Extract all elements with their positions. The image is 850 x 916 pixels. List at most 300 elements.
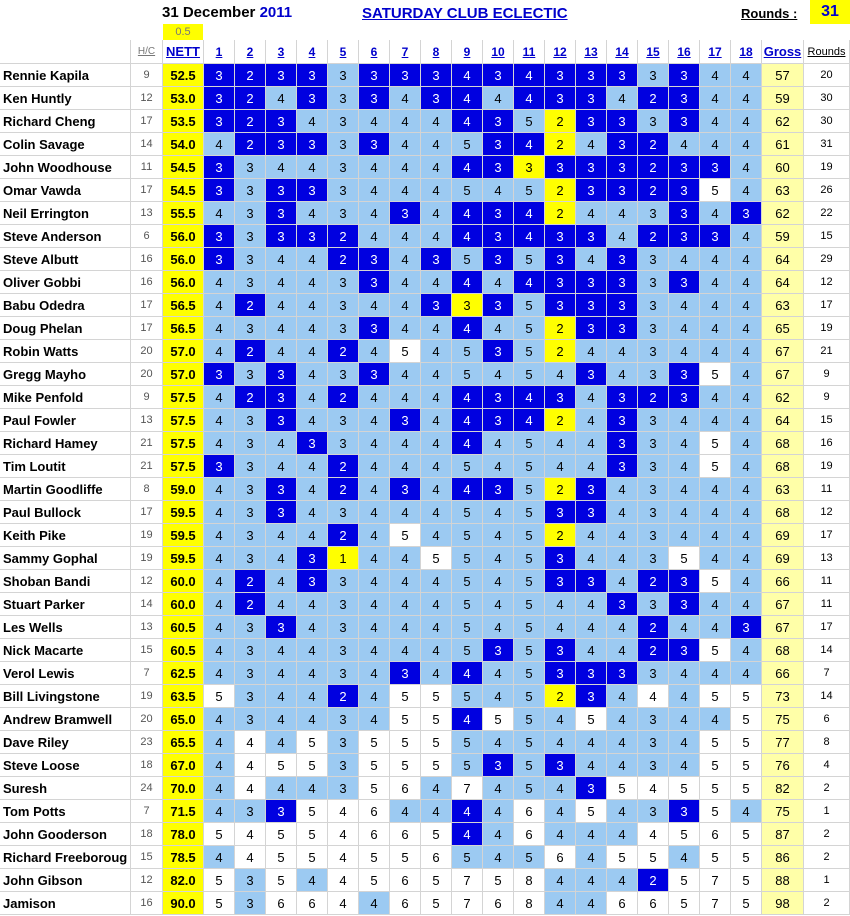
hole-score: 4 <box>266 731 297 754</box>
hole-score: 4 <box>669 340 700 363</box>
hole-score: 4 <box>669 662 700 685</box>
hole-score: 3 <box>235 639 266 662</box>
player-gross: 64 <box>762 271 804 294</box>
hole-score: 4 <box>483 777 514 800</box>
hole-score: 4 <box>607 87 638 110</box>
hole-score: 5 <box>514 248 545 271</box>
hole-score: 4 <box>700 271 731 294</box>
hole-score: 2 <box>638 87 669 110</box>
hole-score: 3 <box>700 156 731 179</box>
hole-score: 2 <box>328 386 359 409</box>
hole-score: 4 <box>266 317 297 340</box>
hole-score: 5 <box>514 662 545 685</box>
hole-score: 4 <box>359 340 390 363</box>
player-gross: 62 <box>762 386 804 409</box>
player-gross: 61 <box>762 133 804 156</box>
hole-score: 4 <box>700 110 731 133</box>
hole-score: 5 <box>266 754 297 777</box>
hole-score: 4 <box>452 823 483 846</box>
hole-score: 4 <box>576 731 607 754</box>
player-nett: 60.5 <box>163 639 204 662</box>
hole-score: 3 <box>576 478 607 501</box>
hole-score: 5 <box>452 133 483 156</box>
player-name: Doug Phelan <box>0 317 131 340</box>
hole-score: 4 <box>452 800 483 823</box>
hole-score: 3 <box>576 363 607 386</box>
hole-score: 8 <box>514 869 545 892</box>
hole-score: 2 <box>545 133 576 156</box>
hole-score: 5 <box>731 777 762 800</box>
hole-score: 3 <box>390 409 421 432</box>
hole-score: 5 <box>514 708 545 731</box>
hole-score: 3 <box>576 317 607 340</box>
hole-score: 3 <box>328 754 359 777</box>
hole-score: 2 <box>235 294 266 317</box>
hole-score: 3 <box>545 639 576 662</box>
hole-score: 3 <box>483 386 514 409</box>
player-name: Richard Cheng <box>0 110 131 133</box>
player-handicap: 7 <box>131 662 163 685</box>
player-handicap: 9 <box>131 64 163 87</box>
hole-score: 6 <box>390 777 421 800</box>
hole-score: 3 <box>576 87 607 110</box>
hole-score: 2 <box>638 133 669 156</box>
hole-score: 3 <box>638 754 669 777</box>
hole-score: 4 <box>731 455 762 478</box>
hole-score: 5 <box>297 846 328 869</box>
player-gross: 63 <box>762 478 804 501</box>
hole-score: 6 <box>638 892 669 915</box>
hole-score: 4 <box>483 363 514 386</box>
hole-score: 3 <box>297 225 328 248</box>
hole-score: 4 <box>731 225 762 248</box>
player-gross: 60 <box>762 156 804 179</box>
hole-score: 2 <box>638 386 669 409</box>
hole-score: 4 <box>452 110 483 133</box>
hole-score: 4 <box>731 639 762 662</box>
hole-score: 2 <box>638 179 669 202</box>
player-handicap: 20 <box>131 340 163 363</box>
hole-score: 4 <box>545 593 576 616</box>
hole-score: 4 <box>266 662 297 685</box>
hole-score: 5 <box>514 524 545 547</box>
column-header-hole-13: 13 <box>576 40 607 64</box>
hole-score: 4 <box>204 846 235 869</box>
hole-score: 5 <box>514 593 545 616</box>
hole-score: 3 <box>669 593 700 616</box>
hole-score: 5 <box>483 708 514 731</box>
player-nett: 53.5 <box>163 110 204 133</box>
hole-score: 4 <box>731 156 762 179</box>
player-name: Bill Livingstone <box>0 685 131 708</box>
player-name: Suresh <box>0 777 131 800</box>
hole-score: 3 <box>359 64 390 87</box>
player-gross: 63 <box>762 179 804 202</box>
hole-score: 4 <box>359 202 390 225</box>
hole-score: 4 <box>359 892 390 915</box>
hole-score: 7 <box>452 777 483 800</box>
hole-score: 3 <box>359 133 390 156</box>
hole-score: 4 <box>669 133 700 156</box>
hole-score: 4 <box>390 271 421 294</box>
hole-score: 5 <box>514 455 545 478</box>
hole-score: 3 <box>638 110 669 133</box>
hole-score: 5 <box>390 524 421 547</box>
player-handicap: 16 <box>131 248 163 271</box>
hole-score: 4 <box>390 639 421 662</box>
hole-score: 3 <box>638 432 669 455</box>
hole-score: 4 <box>452 87 483 110</box>
hole-score: 4 <box>235 731 266 754</box>
hole-score: 4 <box>421 340 452 363</box>
hole-score: 4 <box>700 87 731 110</box>
hole-score: 3 <box>390 662 421 685</box>
hole-score: 5 <box>514 478 545 501</box>
hole-score: 3 <box>266 64 297 87</box>
hole-score: 4 <box>204 662 235 685</box>
hole-score: 3 <box>235 409 266 432</box>
hole-score: 5 <box>514 432 545 455</box>
hole-score: 3 <box>421 248 452 271</box>
hole-score: 3 <box>607 409 638 432</box>
player-nett: 54.5 <box>163 156 204 179</box>
hole-score: 4 <box>204 524 235 547</box>
hole-score: 5 <box>669 547 700 570</box>
player-nett: 56.0 <box>163 271 204 294</box>
hole-score: 4 <box>421 179 452 202</box>
hole-score: 4 <box>204 202 235 225</box>
column-header-gross: Gross <box>762 40 804 64</box>
hole-score: 4 <box>204 294 235 317</box>
player-handicap: 12 <box>131 87 163 110</box>
hole-score: 4 <box>235 777 266 800</box>
hole-score: 3 <box>669 179 700 202</box>
hole-score: 5 <box>514 294 545 317</box>
hole-score: 3 <box>235 892 266 915</box>
hole-score: 3 <box>731 616 762 639</box>
hole-score: 4 <box>731 524 762 547</box>
player-rounds: 12 <box>804 271 850 294</box>
hole-score: 4 <box>700 248 731 271</box>
hole-score: 5 <box>452 593 483 616</box>
hole-score: 3 <box>576 271 607 294</box>
hole-score: 4 <box>297 409 328 432</box>
hole-score: 4 <box>204 754 235 777</box>
hole-score: 4 <box>669 478 700 501</box>
hole-score: 4 <box>204 432 235 455</box>
player-rounds: 22 <box>804 202 850 225</box>
hole-score: 2 <box>638 869 669 892</box>
hole-score: 5 <box>669 777 700 800</box>
player-name: Richard Hamey <box>0 432 131 455</box>
hole-score: 4 <box>545 432 576 455</box>
hole-score: 4 <box>483 455 514 478</box>
hole-score: 3 <box>514 156 545 179</box>
player-name: Robin Watts <box>0 340 131 363</box>
rounds-total-value: 31 <box>821 3 839 20</box>
hole-score: 4 <box>731 547 762 570</box>
hole-score: 2 <box>235 64 266 87</box>
hole-score: 2 <box>328 478 359 501</box>
player-rounds: 17 <box>804 294 850 317</box>
hole-score: 4 <box>607 501 638 524</box>
hole-score: 4 <box>390 455 421 478</box>
hole-score: 4 <box>266 340 297 363</box>
hole-score: 3 <box>607 455 638 478</box>
hole-score: 5 <box>204 823 235 846</box>
player-gross: 69 <box>762 547 804 570</box>
hole-score: 3 <box>545 754 576 777</box>
hole-score: 4 <box>421 432 452 455</box>
hole-score: 3 <box>638 501 669 524</box>
player-name: Nick Macarte <box>0 639 131 662</box>
hole-score: 3 <box>576 225 607 248</box>
hole-score: 5 <box>700 685 731 708</box>
hole-score: 4 <box>359 294 390 317</box>
hole-score: 5 <box>452 455 483 478</box>
hole-score: 4 <box>359 708 390 731</box>
hole-score: 4 <box>266 570 297 593</box>
player-gross: 69 <box>762 524 804 547</box>
hole-score: 3 <box>638 455 669 478</box>
hole-score: 6 <box>390 869 421 892</box>
hole-score: 4 <box>452 202 483 225</box>
column-header-name <box>0 40 131 64</box>
hole-score: 6 <box>390 823 421 846</box>
hole-score: 4 <box>390 179 421 202</box>
hole-score: 3 <box>235 179 266 202</box>
hole-score: 3 <box>576 294 607 317</box>
hole-score: 4 <box>514 87 545 110</box>
hole-score: 4 <box>297 685 328 708</box>
hole-score: 3 <box>638 524 669 547</box>
hole-score: 4 <box>297 501 328 524</box>
hole-score: 4 <box>731 87 762 110</box>
hole-score: 3 <box>545 87 576 110</box>
hole-score: 4 <box>576 524 607 547</box>
hole-score: 2 <box>638 156 669 179</box>
hole-score: 4 <box>483 846 514 869</box>
hole-score: 3 <box>607 64 638 87</box>
hole-score: 4 <box>638 685 669 708</box>
player-name: Dave Riley <box>0 731 131 754</box>
hole-score: 3 <box>235 685 266 708</box>
hole-score: 3 <box>204 64 235 87</box>
hole-score: 8 <box>514 892 545 915</box>
hole-score: 4 <box>390 248 421 271</box>
hole-score: 4 <box>576 593 607 616</box>
hole-score: 5 <box>514 616 545 639</box>
player-handicap: 17 <box>131 501 163 524</box>
hole-score: 3 <box>545 64 576 87</box>
hole-score: 4 <box>204 478 235 501</box>
hole-score: 3 <box>638 340 669 363</box>
hole-score: 4 <box>421 409 452 432</box>
column-header-hole-16: 16 <box>669 40 700 64</box>
hole-score: 4 <box>359 593 390 616</box>
player-gross: 67 <box>762 340 804 363</box>
hole-score: 4 <box>576 340 607 363</box>
hole-score: 5 <box>731 846 762 869</box>
hole-score: 5 <box>731 869 762 892</box>
hole-score: 4 <box>483 547 514 570</box>
hole-score: 4 <box>390 616 421 639</box>
hole-score: 3 <box>328 87 359 110</box>
player-handicap: 13 <box>131 409 163 432</box>
hole-score: 3 <box>483 409 514 432</box>
hole-score: 5 <box>669 869 700 892</box>
hole-score: 7 <box>452 869 483 892</box>
hole-score: 4 <box>607 708 638 731</box>
hole-score: 4 <box>297 455 328 478</box>
hole-score: 5 <box>421 708 452 731</box>
hole-score: 5 <box>731 731 762 754</box>
hole-score: 3 <box>235 662 266 685</box>
player-nett: 57.0 <box>163 363 204 386</box>
hole-score: 4 <box>731 593 762 616</box>
hole-score: 3 <box>266 225 297 248</box>
player-nett: 62.5 <box>163 662 204 685</box>
hole-score: 4 <box>607 616 638 639</box>
player-nett: 59.5 <box>163 547 204 570</box>
hole-score: 4 <box>576 409 607 432</box>
hole-score: 3 <box>266 616 297 639</box>
hole-score: 4 <box>452 64 483 87</box>
player-rounds: 19 <box>804 156 850 179</box>
player-rounds: 4 <box>804 754 850 777</box>
hole-score: 5 <box>421 823 452 846</box>
hole-score: 4 <box>483 570 514 593</box>
hole-score: 5 <box>669 823 700 846</box>
player-name: Andrew Bramwell <box>0 708 131 731</box>
hole-score: 3 <box>266 386 297 409</box>
hole-score: 3 <box>576 64 607 87</box>
player-rounds: 19 <box>804 317 850 340</box>
player-gross: 76 <box>762 754 804 777</box>
hole-score: 4 <box>204 800 235 823</box>
column-header-hole-5: 5 <box>328 40 359 64</box>
player-nett: 57.5 <box>163 386 204 409</box>
hole-score: 4 <box>545 455 576 478</box>
hole-score: 3 <box>669 363 700 386</box>
column-header-nett: NETT <box>163 40 204 64</box>
hole-score: 3 <box>235 478 266 501</box>
player-name: Jamison <box>0 892 131 915</box>
player-name: Tom Potts <box>0 800 131 823</box>
hole-score: 5 <box>700 846 731 869</box>
hole-score: 5 <box>514 547 545 570</box>
hole-score: 4 <box>669 846 700 869</box>
hole-score: 4 <box>483 823 514 846</box>
hole-score: 4 <box>576 202 607 225</box>
hole-score: 3 <box>359 87 390 110</box>
hole-score: 3 <box>235 363 266 386</box>
hole-score: 4 <box>421 386 452 409</box>
hole-score: 3 <box>483 639 514 662</box>
hole-score: 4 <box>576 892 607 915</box>
hole-score: 5 <box>359 754 390 777</box>
handicap-factor-value: 0.5 <box>175 26 191 38</box>
hole-score: 4 <box>421 156 452 179</box>
hole-score: 3 <box>669 110 700 133</box>
hole-score: 4 <box>266 294 297 317</box>
handicap-factor <box>163 24 203 40</box>
player-name: John Woodhouse <box>0 156 131 179</box>
hole-score: 4 <box>297 294 328 317</box>
hole-score: 4 <box>731 478 762 501</box>
hole-score: 4 <box>421 524 452 547</box>
player-name: Martin Goodliffe <box>0 478 131 501</box>
hole-score: 4 <box>266 777 297 800</box>
hole-score: 5 <box>359 777 390 800</box>
hole-score: 4 <box>576 547 607 570</box>
hole-score: 3 <box>235 225 266 248</box>
hole-score: 4 <box>731 363 762 386</box>
player-rounds: 9 <box>804 386 850 409</box>
player-name: Steve Loose <box>0 754 131 777</box>
hole-score: 5 <box>700 639 731 662</box>
hole-score: 3 <box>607 271 638 294</box>
player-gross: 75 <box>762 708 804 731</box>
hole-score: 3 <box>390 64 421 87</box>
hole-score: 6 <box>266 892 297 915</box>
hole-score: 4 <box>576 133 607 156</box>
hole-score: 3 <box>638 202 669 225</box>
player-rounds: 7 <box>804 662 850 685</box>
hole-score: 4 <box>669 685 700 708</box>
hole-score: 4 <box>731 800 762 823</box>
player-gross: 66 <box>762 662 804 685</box>
hole-score: 4 <box>204 501 235 524</box>
player-nett: 56.5 <box>163 317 204 340</box>
player-name: Mike Penfold <box>0 386 131 409</box>
hole-score: 5 <box>421 547 452 570</box>
hole-score: 3 <box>421 64 452 87</box>
player-gross: 57 <box>762 64 804 87</box>
player-rounds: 16 <box>804 432 850 455</box>
hole-score: 5 <box>266 846 297 869</box>
hole-score: 4 <box>483 593 514 616</box>
hole-score: 3 <box>638 294 669 317</box>
hole-score: 3 <box>638 593 669 616</box>
hole-score: 4 <box>235 754 266 777</box>
hole-score: 3 <box>328 662 359 685</box>
hole-score: 5 <box>452 363 483 386</box>
player-name: Paul Fowler <box>0 409 131 432</box>
hole-score: 4 <box>576 639 607 662</box>
hole-score: 3 <box>576 570 607 593</box>
hole-score: 4 <box>390 363 421 386</box>
hole-score: 4 <box>700 340 731 363</box>
hole-score: 4 <box>297 616 328 639</box>
hole-score: 3 <box>204 455 235 478</box>
hole-score: 3 <box>545 156 576 179</box>
hole-score: 4 <box>266 156 297 179</box>
player-nett: 65.5 <box>163 731 204 754</box>
hole-score: 3 <box>328 110 359 133</box>
player-rounds: 11 <box>804 478 850 501</box>
hole-score: 4 <box>545 800 576 823</box>
hole-score: 4 <box>390 133 421 156</box>
hole-score: 5 <box>390 846 421 869</box>
rounds-total <box>810 0 850 24</box>
player-rounds: 17 <box>804 524 850 547</box>
hole-score: 4 <box>421 501 452 524</box>
hole-score: 3 <box>638 708 669 731</box>
hole-score: 2 <box>545 478 576 501</box>
player-handicap: 15 <box>131 639 163 662</box>
hole-score: 4 <box>266 271 297 294</box>
